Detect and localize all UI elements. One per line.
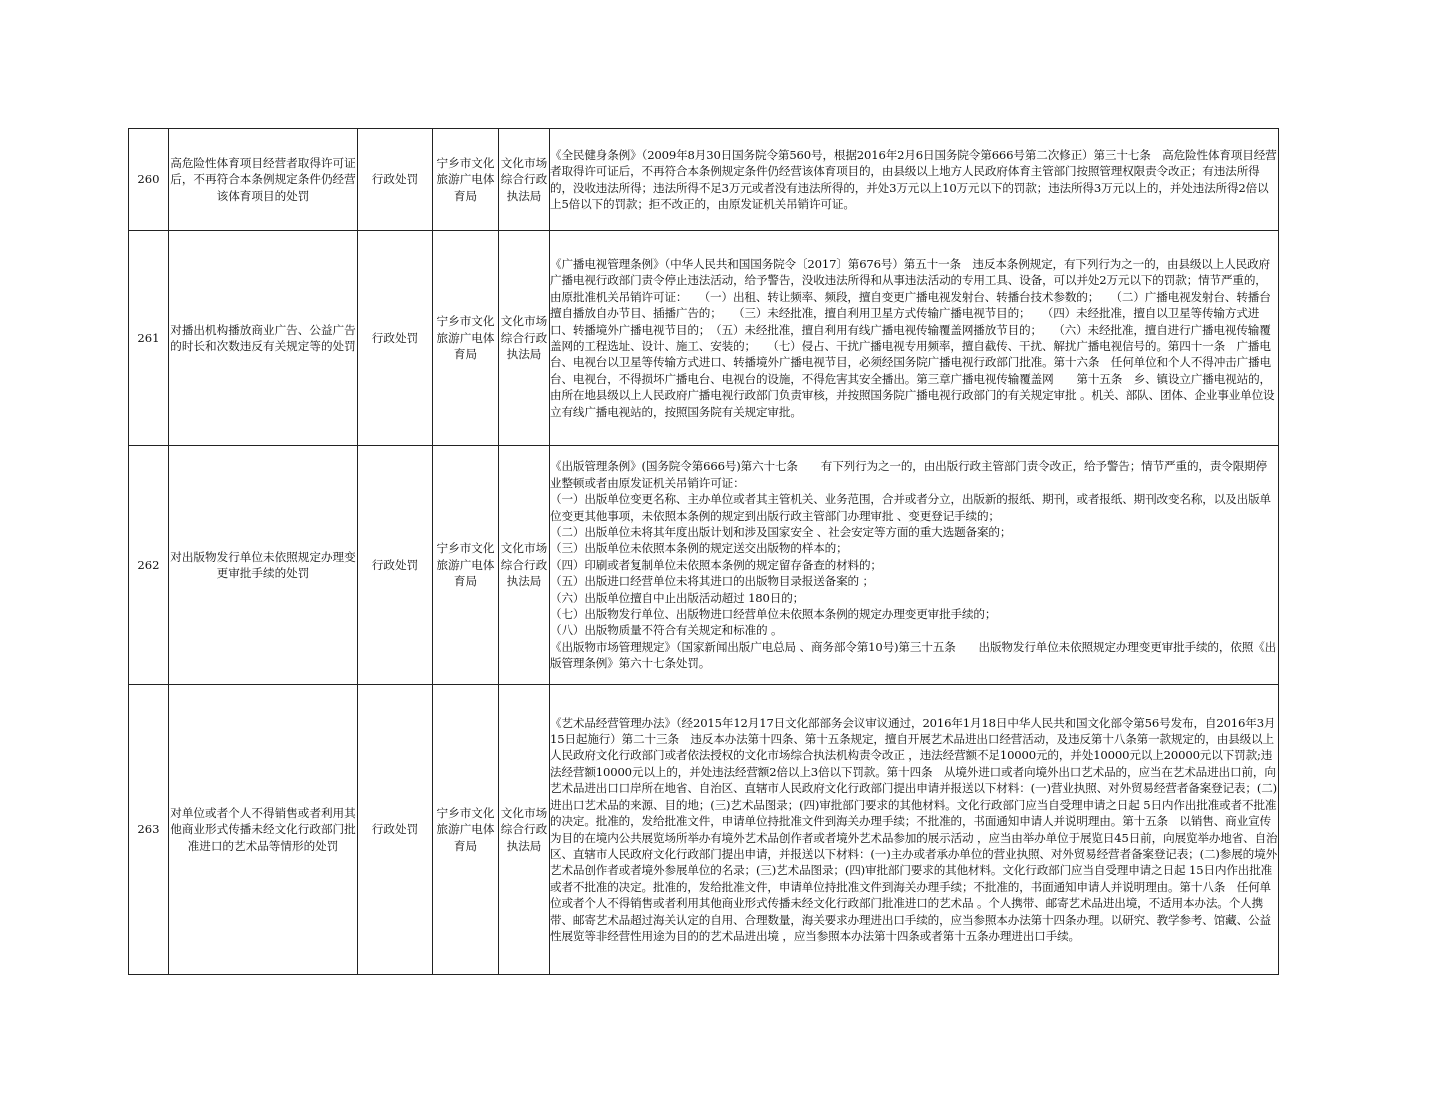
enforcement-agency: 宁乡市文化旅游广电体育局 bbox=[433, 685, 499, 975]
enforcement-agency: 宁乡市文化旅游广电体育局 bbox=[433, 446, 499, 685]
executing-department: 文化市场综合行政执法局 bbox=[499, 129, 550, 231]
legal-basis: 《广播电视管理条例》（中华人民共和国国务院令〔2017〕第676号）第五十一条 违反本条例规定，有下列行为之一的，由县级以上人民政府广播电视行政部门责令停止违法活动，给予警告，没收违法所得和从事违法活动的专用工具、设备，可以并处2万元以下的罚款；情节严重的，由原批准机关吊销许可证： （一）出租、转让频率、频段，擅自变更广播电视发射台、转播台技术参数的； （二）广播电视发射台、转播台擅自播放自办节目、插播广告的； （三）未经批准，擅自利用卫星方式传输广播电视节目的； （四）未经批准，擅自以卫星等传输方式进口、转播境外广播电视节目的； （五）未经批准，擅自利用有线广播电视传输覆盖网播放节目的； （六）未经批准，擅自进行广播电视传输覆盖网的工程选址、设计、施工、安装的； （七）侵占、干扰广播电视专用频率，擅自截传、干扰、解扰广播电视信号的。第四十一条 广播电台、电视台以卫星等传输方式进口、转播境外广播电视节目，必须经国务院广播电视行政部门批准。第十六条 任何单位和个人不得冲击广播电台、电视台，不得损坏广播电台、电视台的设施，不得危害其安全播出。第三章广播电视传输覆盖网 第十五条 乡、镇设立广播电视站的，由所在地县级以上人民政府广播电视行政部门负责审核，并按照国务院广播电视行政部门的有关规定审批 。机关、部队、团体、企业事业单位设立有线广播电视站的，按照国务院有关规定审批。 bbox=[550, 231, 1279, 446]
item-type: 行政处罚 bbox=[358, 446, 433, 685]
enforcement-agency: 宁乡市文化旅游广电体育局 bbox=[433, 129, 499, 231]
row-number: 263 bbox=[129, 685, 169, 975]
item-type: 行政处罚 bbox=[358, 685, 433, 975]
item-name: 对播出机构播放商业广告、公益广告的时长和次数违反有关规定等的处罚 bbox=[169, 231, 358, 446]
executing-department: 文化市场综合行政执法局 bbox=[499, 231, 550, 446]
row-number: 261 bbox=[129, 231, 169, 446]
legal-basis: 《艺术品经营管理办法》（经2015年12月17日文化部部务会议审议通过，2016年1月18日中华人民共和国文化部令第56号发布，自2016年3月15日起施行）第二十三条 违反本办法第十四条、第十五条规定，擅自开展艺术品进出口经营活动，及违反第十八条第一款规定的，由县级以上人民政府文化行政部门或者依法授权的文化市场综合执法机构责令改正 ，违法经营额不足10000元的，并处10000元以上20000元以下罚款;违法经营额10000元以上的，并处违法经营额2倍以上3倍以下罚款。第十四条 从境外进口或者向境外出口艺术品的，应当在艺术品进出口前，向艺术品进出口口岸所在地省、自治区、直辖市人民政府文化行政部门提出申请并报送以下材料：(一)营业执照、对外贸易经营者备案登记表；(二)进出口艺术品的来源、目的地；(三)艺术品图录；(四)审批部门要求的其他材料。文化行政部门应当自受理申请之日起 5日内作出批准或者不批准的决定。批准的，发给批准文件，申请单位持批准文件到海关办理手续；不批准的，书面通知申请人并说明理由。第十五条 以销售、商业宣传为目的在境内公共展览场所举办有境外艺术品创作者或者境外艺术品参加的展示活动 ，应当由举办单位于展览日45日前，向展览举办地省、自治区、直辖市人民政府文化行政部门提出申请，并报送以下材料：(一)主办或者承办单位的营业执照、对外贸易经营者备案登记表；(二)参展的境外艺术品创作者或者境外参展单位的名录；(三)艺术品图录；(四)审批部门要求的其他材料。文化行政部门应当自受理申请之日起 15日内作出批准或者不批准的决定。批准的，发给批准文件，申请单位持批准文件到海关办理手续；不批准的，书面通知申请人并说明理由。第十八条 任何单位或者个人不得销售或者利用其他商业形式传播未经文化行政部门批准进口的艺术品 。个人携带、邮寄艺术品进出境，不适用本办法。个人携带、邮寄艺术品超过海关认定的自用、合理数量，海关要求办理进出口手续的，应当参照本办法第十四条办理。以研究、教学参考、馆藏、公益性展览等非经营性用途为目的的艺术品进出境 ，应当参照本办法第十四条或者第十五条办理进出口手续。 bbox=[550, 685, 1279, 975]
table-row bbox=[129, 446, 1279, 685]
row-number: 262 bbox=[129, 446, 169, 685]
row-number: 260 bbox=[129, 129, 169, 231]
item-name: 对单位或者个人不得销售或者利用其他商业形式传播未经文化行政部门批准进口的艺术品等情形的处罚 bbox=[169, 685, 358, 975]
item-name: 对出版物发行单位未依照规定办理变更审批手续的处罚 bbox=[169, 446, 358, 685]
enforcement-agency: 宁乡市文化旅游广电体育局 bbox=[433, 231, 499, 446]
executing-department: 文化市场综合行政执法局 bbox=[499, 685, 550, 975]
legal-basis: 《全民健身条例》（2009年8月30日国务院令第560号，根据2016年2月6日国务院令第666号第二次修正）第三十七条 高危险性体育项目经营者取得许可证后，不再符合本条例规定条件仍经营该体育项目的，由县级以上地方人民政府体育主管部门按照管理权限责令改正；有违法所得的，没收违法所得；违法所得不足3万元或者没有违法所得的，并处3万元以上10万元以下的罚款；违法所得3万元以上的，并处违法所得2倍以上5倍以下的罚款；拒不改正的，由原发证机关吊销许可证。 bbox=[550, 129, 1279, 231]
enforcement-table bbox=[128, 128, 1279, 975]
item-name: 高危险性体育项目经营者取得许可证后，不再符合本条例规定条件仍经营该体育项目的处罚 bbox=[169, 129, 358, 231]
executing-department: 文化市场综合行政执法局 bbox=[499, 446, 550, 685]
table-row bbox=[129, 685, 1279, 975]
legal-basis: 《出版管理条例》(国务院令第666号)第六十七条 有下列行为之一的，由出版行政主管部门责令改正，给予警告；情节严重的，责令限期停业整顿或者由原发证机关吊销许可证： （一）出版单位变更名称、主办单位或者其主管机关、业务范围，合并或者分立，出版新的报纸、期刊，或者报纸、期刊改变名称，以及出版单位变更其他事项，未依照本条例的规定到出版行政主管部门办理审批 、变更登记手续的； （二）出版单位未将其年度出版计划和涉及国家安全 、社会安定等方面的重大选题备案的； （三）出版单位未依照本条例的规定送交出版物的样本的； （四）印刷或者复制单位未依照本条例的规定留存备查的材料的； （五）出版进口经营单位未将其进口的出版物目录报送备案的 ； （六）出版单位擅自中止出版活动超过 180日的； （七）出版物发行单位、出版物进口经营单位未依照本条例的规定办理变更审批手续的； （八）出版物质量不符合有关规定和标准的 。 《出版物市场管理规定》（国家新闻出版广电总局 、商务部令第10号)第三十五条 出版物发行单位未依照规定办理变更审批手续的，依照《出版管理条例》第六十七条处罚。 bbox=[550, 446, 1279, 685]
item-type: 行政处罚 bbox=[358, 129, 433, 231]
table-row bbox=[129, 231, 1279, 446]
table-row bbox=[129, 129, 1279, 231]
item-type: 行政处罚 bbox=[358, 231, 433, 446]
